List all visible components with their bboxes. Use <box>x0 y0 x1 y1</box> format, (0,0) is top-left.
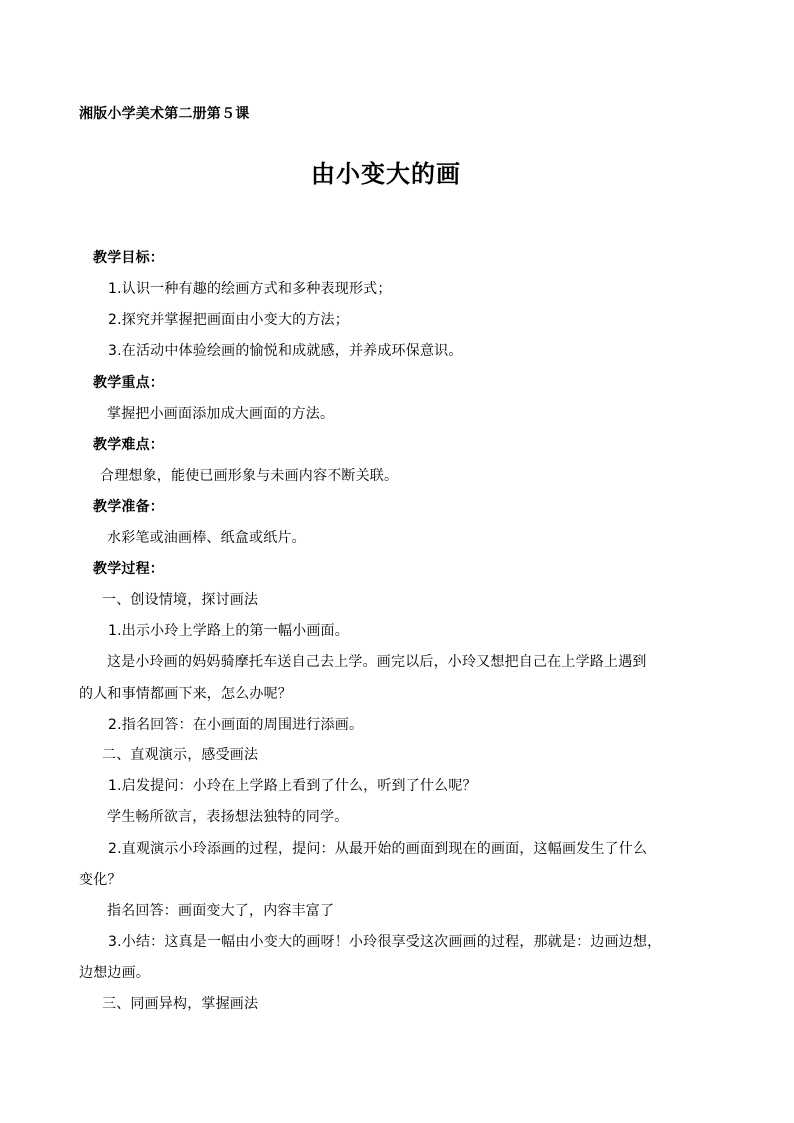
key-point-heading: 教学重点： <box>93 375 164 391</box>
section-2-paragraph-2: 指名回答：画面变大了，内容丰富了 <box>107 903 335 919</box>
objective-3: 3.在活动中体验绘画的愉悦和成就感，并养成环保意识。 <box>108 343 463 359</box>
preparation-text: 水彩笔或油画棒、纸盒或纸片。 <box>107 530 306 546</box>
section-1-paragraph-line-2: 的人和事情都画下来，怎么办呢？ <box>79 686 292 702</box>
section-2-item-3-line-1: 3.小结：这真是一幅由小变大的画呀！小玲很享受这次画画的过程，那就是：边画边想， <box>108 934 662 950</box>
section-1-heading: 一、创设情境，探讨画法 <box>102 592 259 608</box>
difficulty-text: 合理想象，能使已画形象与未画内容不断关联。 <box>100 468 399 484</box>
section-1-item-1: 1.出示小玲上学路上的第一幅小画面。 <box>108 623 349 639</box>
section-2-paragraph-1: 学生畅所欲言，表扬想法独特的同学。 <box>107 809 349 825</box>
objectives-heading: 教学目标： <box>93 250 164 266</box>
section-2-item-3-line-2: 边想边画。 <box>79 965 150 981</box>
section-1-paragraph-line-1: 这是小玲画的妈妈骑摩托车送自己去上学。画完以后，小玲又想把自己在上学路上遇到 <box>107 654 647 670</box>
preparation-heading: 教学准备： <box>93 499 164 515</box>
objective-2: 2.探究并掌握把画面由小变大的方法； <box>108 312 349 328</box>
document-subtitle: 湘版小学美术第二册第５课 <box>79 106 250 122</box>
objective-1: 1.认识一种有趣的绘画方式和多种表现形式； <box>108 281 392 297</box>
section-2-item-2-line-1: 2.直观演示小玲添画的过程，提问：从最开始的画面到现在的画面，这幅画发生了什么 <box>108 841 648 857</box>
process-heading: 教学过程： <box>93 561 164 577</box>
document-title: 由小变大的画 <box>311 160 461 188</box>
section-3-heading: 三、同画异构，掌握画法 <box>102 996 259 1012</box>
key-point-text: 掌握把小画面添加成大画面的方法。 <box>107 406 335 422</box>
difficulty-heading: 教学难点： <box>93 437 164 453</box>
section-2-heading: 二、直观演示，感受画法 <box>102 747 259 763</box>
section-1-item-2: 2.指名回答：在小画面的周围进行添画。 <box>108 717 364 733</box>
section-2-item-1: 1.启发提问：小玲在上学路上看到了什么，听到了什么呢？ <box>108 778 477 794</box>
section-2-item-2-line-2: 变化？ <box>79 872 122 888</box>
